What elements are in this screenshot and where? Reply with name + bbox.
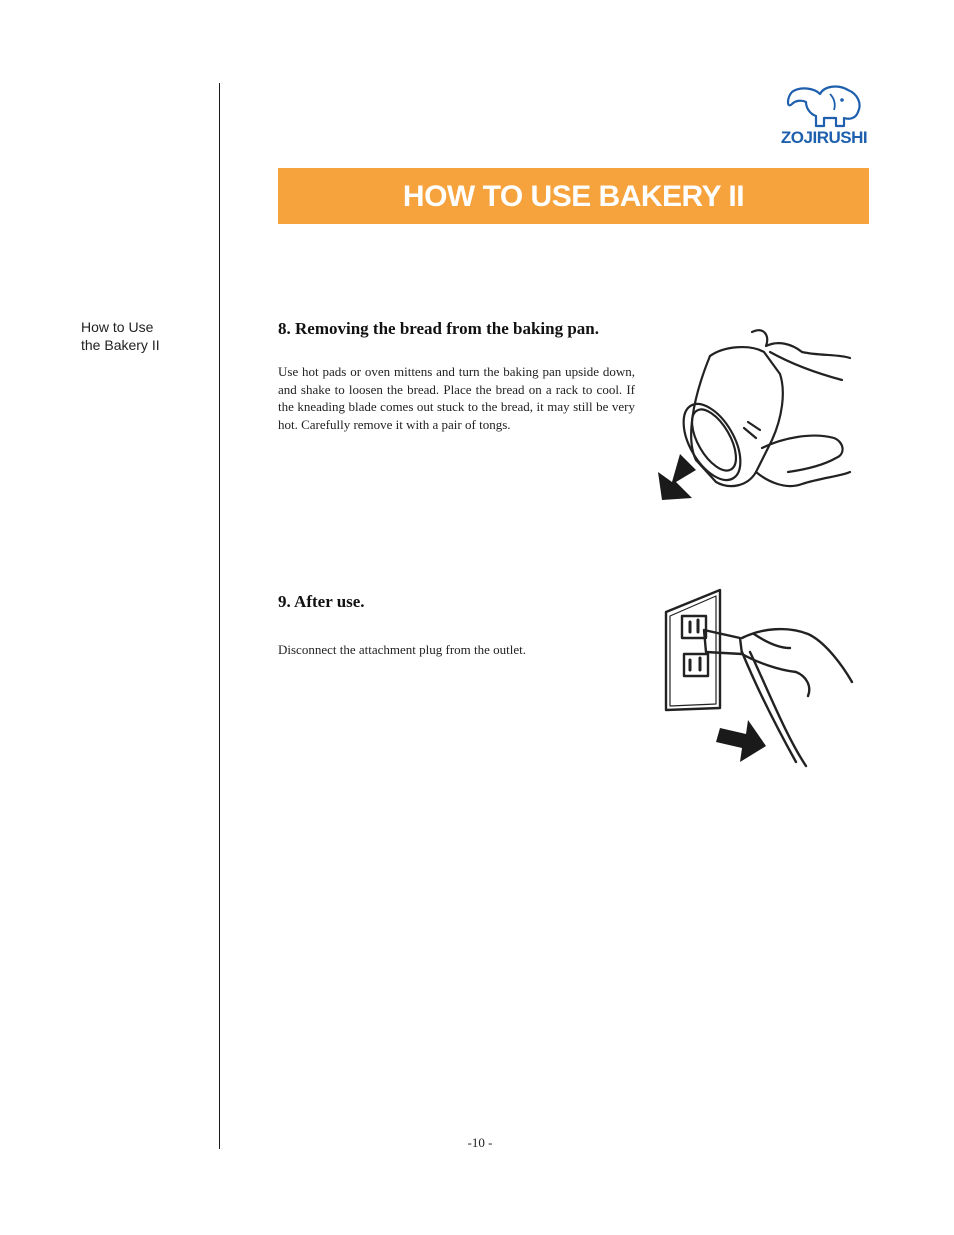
section-banner — [278, 168, 869, 224]
section-8-body: Use hot pads or oven mittens and turn the baking pan upside down, and shake to loosen the bread. Place the bread on a rack to cool. If the kneading blade comes out stuck to the bread, it may still be very hot. Carefully remove it with a pair of tongs. — [278, 364, 635, 432]
page-number: -10 - — [467, 1135, 493, 1150]
outlet-unplug-illustration-icon — [656, 586, 856, 772]
section-9-heading: 9. After use. — [278, 592, 365, 611]
brand-name: ZOJIRUSHI — [780, 128, 868, 147]
section-8-heading: 8. Removing the bread from the baking pan. — [278, 319, 599, 338]
section-9-body: Disconnect the attachment plug from the outlet. — [278, 642, 527, 657]
side-nav-line-1: How to Use — [81, 319, 154, 335]
side-nav-label — [81, 318, 201, 354]
zojirushi-logo — [778, 84, 870, 150]
page-title: HOW TO USE BAKERY II — [402, 180, 745, 213]
margin-divider-line — [219, 83, 220, 1149]
side-nav-line-2: the Bakery II — [81, 337, 160, 353]
baking-pan-illustration-icon — [652, 322, 856, 508]
elephant-logo-icon — [778, 84, 870, 132]
